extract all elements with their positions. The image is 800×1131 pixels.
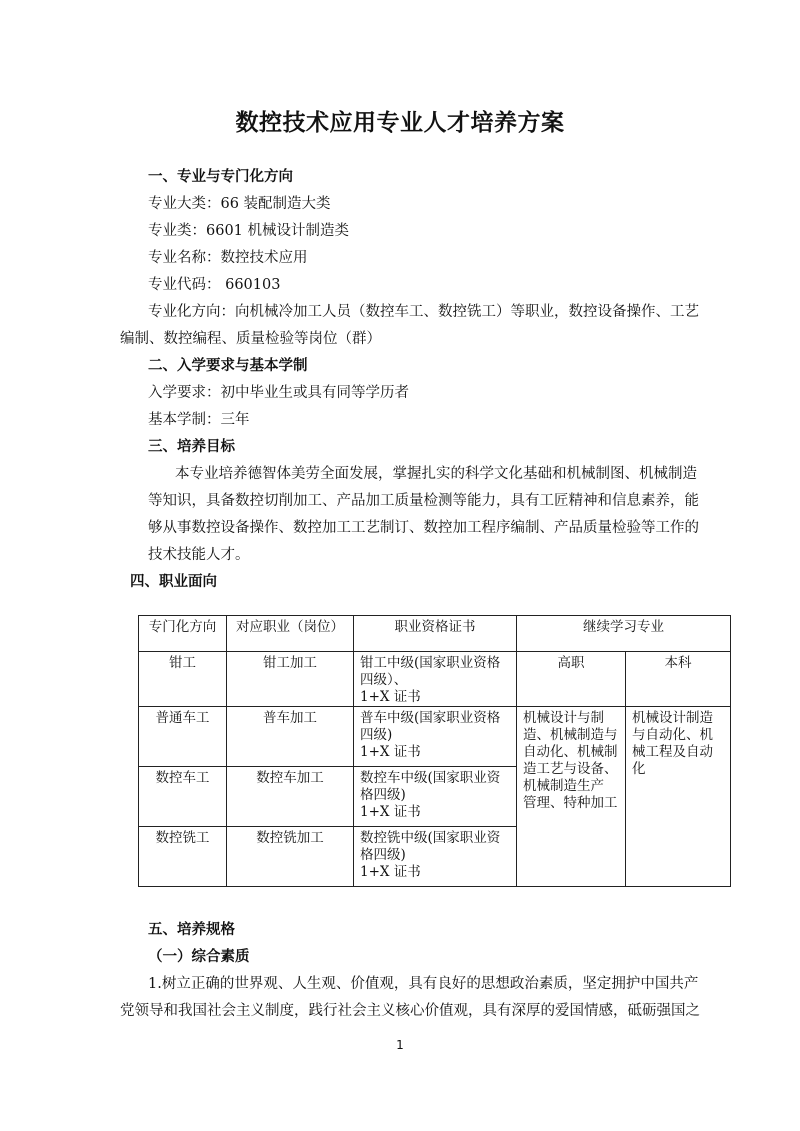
table-cell-direction: 数控铣工 [138, 826, 227, 887]
vocational-majors: 机械设计与制 造、机械制造与 自动化、机械制 造工艺与设备、 机械制造生产 管理、特种加工 [516, 706, 626, 887]
objective-line-4: 技术技能人才。 [148, 547, 250, 563]
entry-requirement: 入学要求：初中毕业生或具有同等学历者 [148, 385, 409, 401]
subsection-heading: （一）综合素质 [148, 948, 250, 965]
table-cell-direction: 数控车工 [138, 766, 227, 827]
table-cell-cert: 数控车中级(国家职业资 格四级) 1+X 证书 [353, 766, 517, 827]
major-category: 专业大类：66 装配制造大类 [148, 196, 331, 212]
duration: 基本学制：三年 [148, 412, 250, 428]
header-cert: 职业资格证书 [353, 615, 517, 652]
quality-line-1: 1.树立正确的世界观、人生观、价值观，具有良好的思想政治素质，坚定拥护中国共产 [148, 976, 699, 992]
header-further-study: 继续学习专业 [516, 615, 731, 652]
major-class: 专业类：6601 机械设计制造类 [148, 223, 350, 239]
page-number: 1 [396, 1038, 404, 1052]
quality-line-2: 党领导和我国社会主义制度，践行社会主义核心价值观，具有深厚的爱国情感，砥砺强国之 [120, 1003, 700, 1019]
objective-line-3: 够从事数控设备操作、数控加工工艺制订、数控加工程序编制、产品质量检验等工作的 [148, 520, 699, 536]
section-2-heading: 二、入学要求与基本学制 [148, 357, 308, 374]
section-3-heading: 三、培养目标 [148, 438, 235, 455]
section-1-heading: 一、专业与专门化方向 [148, 168, 293, 185]
table-cell-job: 数控车加工 [226, 766, 354, 827]
table-cell-job: 普车加工 [226, 706, 354, 767]
document-title: 数控技术应用专业人才培养方案 [235, 109, 565, 136]
header-vocational: 高职 [516, 651, 626, 707]
bachelor-majors: 机械设计制造 与自动化、机 械工程及自动 化 [625, 706, 731, 887]
table-cell-job: 数控铣加工 [226, 826, 354, 887]
objective-line-2: 等知识，具备数控切削加工、产品加工质量检测等能力，具有工匠精神和信息素养，能 [148, 493, 699, 509]
direction-line-1: 专业化方向：向机械冷加工人员（数控车工、数控铣工）等职业，数控设备操作、工艺 [148, 304, 699, 320]
objective-line-1: 本专业培养德智体美劳全面发展，掌握扎实的科学文化基础和机械制图、机械制造 [175, 466, 697, 482]
header-bachelor: 本科 [625, 651, 731, 707]
table-cell-job: 钳工加工 [226, 651, 354, 707]
table-cell-cert: 钳工中级(国家职业资格 四级）、 1+X 证书 [353, 651, 517, 707]
table-cell-cert: 数控铣中级(国家职业资 格四级) 1+X 证书 [353, 826, 517, 887]
header-job: 对应职业（岗位） [226, 615, 354, 652]
section-5-heading: 五、培养规格 [148, 921, 235, 938]
direction-line-2: 编制、数控编程、质量检验等岗位（群） [120, 331, 381, 347]
table-cell-direction: 普通车工 [138, 706, 227, 767]
header-direction: 专门化方向 [138, 615, 227, 652]
major-code: 专业代码： 660103 [148, 277, 281, 293]
major-name: 专业名称：数控技术应用 [148, 250, 308, 266]
section-4-heading: 四、职业面向 [130, 573, 217, 590]
table-cell-direction: 钳工 [138, 651, 227, 707]
career-table [138, 615, 731, 887]
table-cell-cert: 普车中级(国家职业资格 四级) 1+X 证书 [353, 706, 517, 767]
